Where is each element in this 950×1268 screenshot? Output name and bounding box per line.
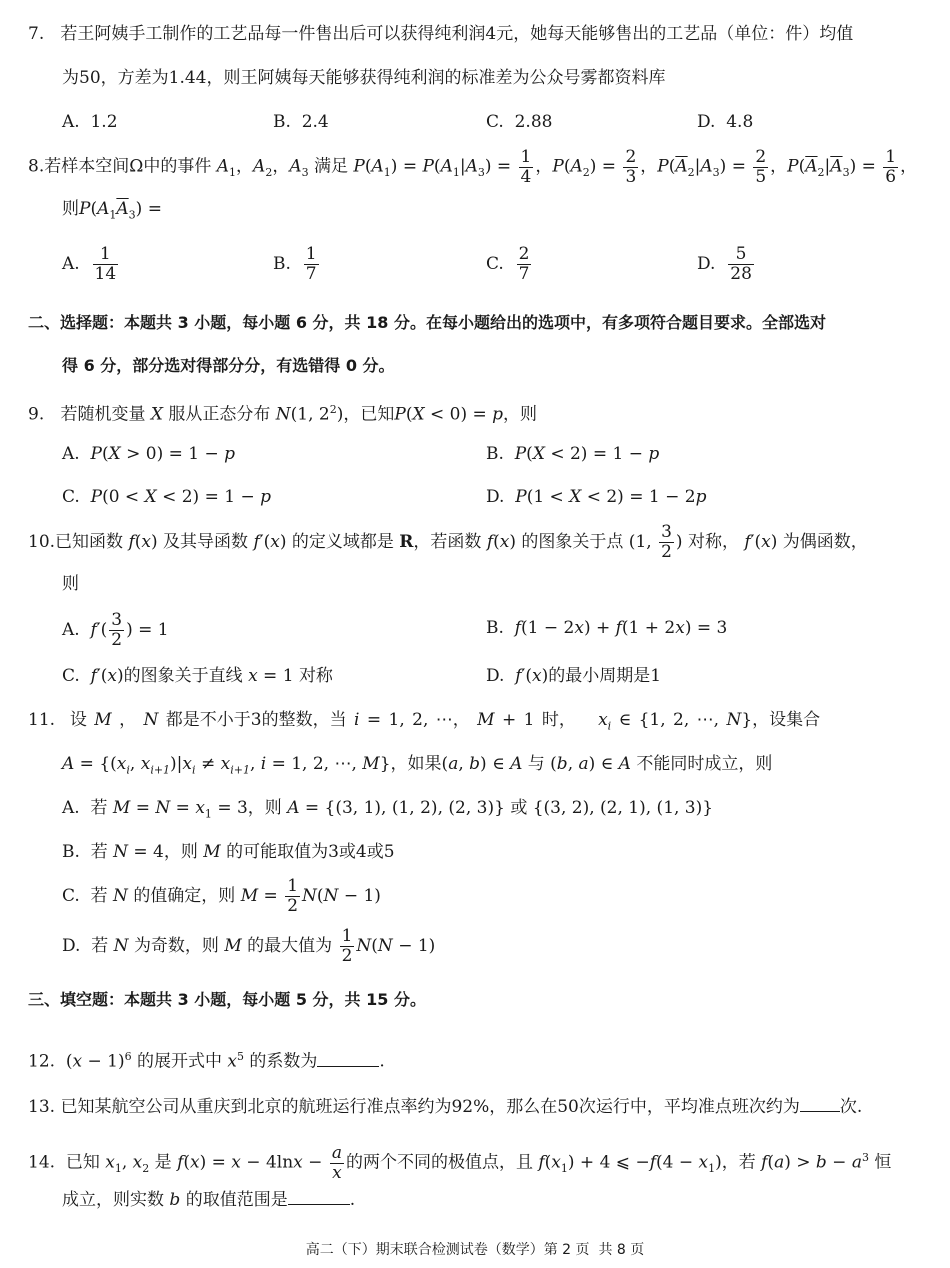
q8-option-a: A. $\frac{1}{14}$: [62, 244, 117, 284]
q11-line2: $A = \{(x_i$, $x_{i+1})|x_i \ne x_{i+1}$, i = 1, 2, ⋯, M}，如果(a, b) ∈ A 与 (b, a) ∈ A 不能同时成立，则: [62, 754, 773, 777]
q7-option-c: C. 2.88: [486, 112, 553, 132]
q12: 12. $(x - 1)^6$ 的展开式中 $x^5$ 的系数为 .: [28, 1050, 385, 1072]
q10-then: 则: [62, 574, 79, 594]
q7-line2: 为50，方差为1.44，则王阿姨每天能够获得纯利润的标准差为公众号雾都资料库: [62, 68, 666, 88]
q10-stem: 10.已知函数 f(x) 及其导函数 f′(x) 的定义域都是 R，若函数 f(x) 的图象关于点 (1, $\frac{3}{2}$ ) 对称， f′(x) 为偶函数，: [28, 522, 868, 562]
section3-title: 三、填空题：本题共 3 小题，每小题 5 分，共 15 分。: [28, 990, 426, 1009]
q10-option-b: B. f(1 − 2x) + f(1 + 2x) = 3: [486, 618, 728, 638]
q8-option-c: C. $\frac{2}{7}$: [486, 244, 530, 284]
q14-line1: 14. 已知 $x_1$, $x_2$ 是 f(x) = x − 4lnx − $\frac{a}{x}$ 的两个不同的极值点，且 $f(x_1) + 4$ ⩽ $-f(4 - x_1)$，若 $f(a) > b - a^3$ 恒: [28, 1142, 892, 1183]
q8-line2: 则$P(A_1\overline{A}_3)$ =: [62, 199, 162, 222]
q13: 13. 已知某航空公司从重庆到北京的航班运行准点率约为92%，那么在50次运行中，平均准点班次约为 次.: [28, 1097, 863, 1117]
q7-option-b: B. 2.4: [273, 112, 329, 132]
q11-option-c: C. 若 N 的值确定，则 M = $\frac{1}{2}$ N(N − 1): [62, 876, 381, 916]
q11-line1: 11. 设 M ， N 都是不小于3的整数，当 i = 1, 2, ⋯， M + 1 时， $x_i$ ∈ {1, 2, ⋯, N}，设集合: [28, 710, 821, 733]
q10-option-d: D. f′(x)的最小周期是1: [486, 666, 662, 686]
q14-answer-blank[interactable]: [288, 1188, 350, 1205]
page-footer: 高二（下）期末联合检测试卷（数学）第 2 页 共 8 页: [305, 1242, 645, 1258]
q13-answer-blank[interactable]: [800, 1095, 840, 1112]
q7-option-a: A. 1.2: [62, 112, 118, 132]
q9-option-a: A. P(X > 0) = 1 − p: [62, 444, 236, 464]
q7-option-d: D. 4.8: [697, 112, 754, 132]
q10-option-c: C. f′(x)的图象关于直线 x = 1 对称: [62, 666, 333, 686]
q14-line2: 成立，则实数 b 的取值范围是 .: [62, 1190, 356, 1210]
q9-option-d: D. P(1 < X < 2) = 1 − 2p: [486, 487, 707, 507]
q7-line1: 7. 若王阿姨手工制作的工艺品每一件售出后可以获得纯利润4元，她每天能够售出的工艺品（单位：件）均值: [28, 24, 854, 44]
q9-option-b: B. P(X < 2) = 1 − p: [486, 444, 660, 464]
q9-option-c: C. P(0 < X < 2) = 1 − p: [62, 487, 271, 507]
q10-option-a: A. f′( $\frac{3}{2}$ ) = 1: [62, 610, 169, 650]
q11-option-d: D. 若 N 为奇数，则 M 的最大值为 $\frac{1}{2}$ N(N − 1): [62, 926, 436, 966]
q8-option-d: D. $\frac{5}{28}$: [697, 244, 752, 284]
q12-answer-blank[interactable]: [317, 1050, 379, 1067]
section2-title-line1: 二、选择题：本题共 3 小题，每小题 6 分，共 18 分。在每小题给出的选项中，有多项符合题目要求。全部选对: [28, 313, 826, 332]
q8-option-b: B. $\frac{1}{7}$: [273, 244, 317, 284]
q11-option-b: B. 若 N = 4，则 M 的可能取值为3或4或5: [62, 842, 395, 862]
q11-option-a: A. 若 $M = N = x_1 = 3$，则 A = {(3, 1), (1, 2), (2, 3)} 或 {(3, 2), (2, 1), (1, 3)}: [62, 798, 714, 821]
section2-title-line2: 得 6 分，部分选对得部分分，有选错得 0 分。: [62, 356, 395, 375]
q9-stem: 9. 若随机变量 X 服从正态分布 N(1, $2^2$)，已知P(X < 0) = p，则: [28, 403, 538, 425]
q8-line1: 8.若样本空间Ω中的事件 $A_1$，$A_2$，$A_3$ 满足 $P(A_1) = P(A_1|A_3)$ = $\frac{1}{4}$ ，$P(A_2)$ = $\frac{2}{3}$ ，$P(\overline{A}_2|A_3)$ = $\frac{2}{5}$ ，$P(\overline{A}_2|\overline{A}_3)$ = $\frac{1}{6}$ ，: [28, 147, 918, 187]
